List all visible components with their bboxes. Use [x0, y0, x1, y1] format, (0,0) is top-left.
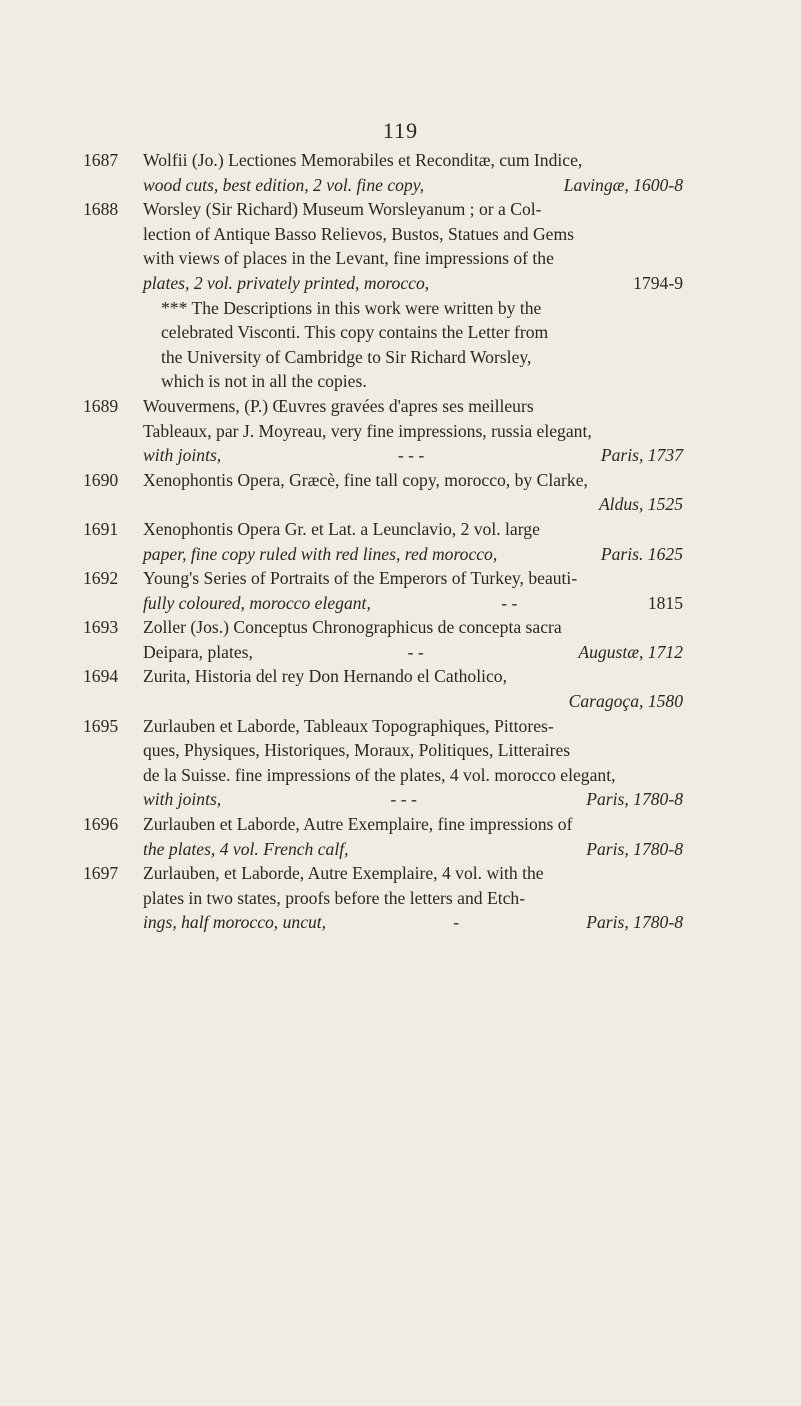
catalog-entry-1687	[83, 148, 683, 197]
catalog-entry-1696	[83, 812, 683, 861]
lot-number: 1694	[83, 666, 119, 687]
entry-line	[143, 542, 683, 567]
catalog-entry-1697	[83, 861, 683, 935]
entry-line	[143, 910, 683, 935]
entry-line	[143, 861, 683, 886]
note-text: which is not in all the copies.	[161, 371, 367, 392]
entry-line	[143, 787, 683, 812]
entry-text: Xenophontis Opera Gr. et Lat. a Leunclavio, 2 vol. large	[143, 518, 540, 539]
catalog-list	[83, 148, 683, 935]
entry-text: Deipara, plates,	[143, 641, 253, 662]
entry-line	[143, 492, 683, 517]
imprint: Paris, 1780-8	[586, 912, 683, 933]
entry-note	[143, 296, 683, 394]
entry-text: wood cuts, best edition, 2 vol. fine copy,	[143, 174, 424, 195]
catalog-entry-1694	[83, 664, 683, 713]
entry-text: with joints,	[143, 789, 222, 810]
imprint: Augustæ, 1712	[578, 641, 683, 662]
lot-number: 1693	[83, 617, 119, 638]
entry-line	[143, 837, 683, 862]
entry-line	[143, 148, 683, 173]
note-line	[161, 296, 683, 321]
entry-text: Worsley (Sir Richard) Museum Worsleyanum ; or a Col-	[143, 199, 542, 220]
imprint: Paris, 1737	[600, 445, 683, 466]
lot-number: 1697	[83, 863, 119, 884]
entry-text: plates, 2 vol. privately printed, morocco,	[143, 272, 430, 293]
entry-text: with views of places in the Levant, fine impressions of the	[143, 248, 554, 269]
entry-line	[143, 566, 683, 591]
entry-line	[143, 517, 683, 542]
catalog-entry-1695	[83, 714, 683, 812]
entry-line	[143, 419, 683, 444]
entry-text: Young's Series of Portraits of the Emperors of Turkey, beauti-	[143, 568, 578, 589]
title-text: Wolfii (Jo.) Lectiones Memorabiles et Reconditæ, cum Indice,	[143, 150, 583, 170]
entry-line	[143, 443, 683, 468]
entry-text: Zurlauben et Laborde, Tableaux Topographiques, Pittores-	[143, 715, 554, 736]
lot-number: 1689	[83, 395, 119, 416]
imprint: Paris. 1625	[600, 543, 683, 564]
entry-text: de la Suisse. fine impressions of the plates, 4 vol. morocco elegant,	[143, 764, 616, 785]
entry-line	[143, 173, 683, 198]
note-line	[161, 369, 683, 394]
note-line	[161, 345, 683, 370]
entry-line	[143, 714, 683, 739]
note-text: celebrated Visconti. This copy contains the Letter from	[161, 322, 549, 343]
leader-dashes: - -	[407, 641, 424, 662]
leader-dashes: - - -	[390, 789, 417, 810]
entry-line	[143, 763, 683, 788]
entry-text: paper, fine copy ruled with red lines, red morocco,	[143, 543, 498, 564]
entry-line	[143, 197, 683, 222]
catalog-entry-1693	[83, 615, 683, 664]
leader-dashes: - - -	[397, 445, 425, 466]
lot-number: 1690	[83, 469, 119, 490]
entry-line	[143, 689, 683, 714]
lot-number: 1687	[83, 150, 119, 170]
lot-number: 1695	[83, 715, 119, 736]
lot-number: 1696	[83, 814, 119, 835]
note-text: *** The Descriptions in this work were written by the	[161, 297, 542, 318]
entry-text: Wouvermens, (P.) Œuvres gravées d'apres ses meilleurs	[143, 395, 534, 416]
entry-text: the plates, 4 vol. French calf,	[143, 838, 349, 859]
entry-line	[143, 812, 683, 837]
page-number: 119	[382, 118, 419, 143]
entry-line	[143, 640, 683, 665]
imprint: Paris, 1780-8	[586, 789, 683, 810]
leader-dashes: -	[453, 912, 460, 933]
catalog-entry-1691	[83, 517, 683, 566]
entry-text	[143, 148, 582, 173]
entry-line	[143, 615, 683, 640]
imprint: Caragoça, 1580	[568, 691, 683, 712]
entry-text: Xenophontis Opera, Græcè, fine tall copy, morocco, by Clarke,	[143, 469, 588, 490]
lot-number: 1692	[83, 568, 119, 589]
imprint: 1794-9	[633, 272, 683, 293]
note-text: the University of Cambridge to Sir Richard Worsley,	[161, 346, 532, 367]
entry-line	[143, 222, 683, 247]
imprint: 1815	[647, 592, 683, 613]
entry-text: Zurlauben, et Laborde, Autre Exemplaire, 4 vol. with the	[143, 863, 544, 884]
entry-text: fully coloured, morocco elegant,	[143, 592, 371, 613]
entry-line	[143, 246, 683, 271]
entry-line	[143, 468, 683, 493]
lot-number: 1688	[83, 199, 119, 220]
entry-line	[143, 738, 683, 763]
entry-text: Tableaux, par J. Moyreau, very fine impressions, russia elegant,	[143, 420, 592, 441]
entry-text: lection of Antique Basso Relievos, Bustos, Statues and Gems	[143, 223, 575, 244]
catalog-entry-1692	[83, 566, 683, 615]
lot-number: 1691	[83, 518, 119, 539]
entry-text: ings, half morocco, uncut,	[143, 912, 327, 933]
entry-line	[143, 591, 683, 616]
entry-line	[143, 394, 683, 419]
entry-text: Zoller (Jos.) Conceptus Chronographicus de concepta sacra	[143, 617, 562, 638]
catalog-entry-1690	[83, 468, 683, 517]
entry-text: with joints,	[143, 445, 222, 466]
entry-line	[143, 271, 683, 296]
entry-text: Zurlauben et Laborde, Autre Exemplaire, fine impressions of	[143, 814, 573, 835]
entry-text: ques, Physiques, Historiques, Moraux, Politiques, Litteraires	[143, 740, 571, 761]
imprint: Paris, 1780-8	[586, 838, 683, 859]
entry-line	[143, 886, 683, 911]
entry-text: plates in two states, proofs before the letters and Etch-	[143, 887, 526, 908]
note-line	[161, 320, 683, 345]
leader-dashes: - -	[501, 592, 518, 613]
catalog-entry-1688	[83, 197, 683, 394]
imprint: Aldus, 1525	[598, 494, 683, 515]
imprint: Lavingæ, 1600-8	[563, 174, 683, 195]
catalog-entry-1689	[83, 394, 683, 468]
entry-line	[143, 664, 683, 689]
entry-text: Zurita, Historia del rey Don Hernando el Catholico,	[143, 666, 507, 687]
